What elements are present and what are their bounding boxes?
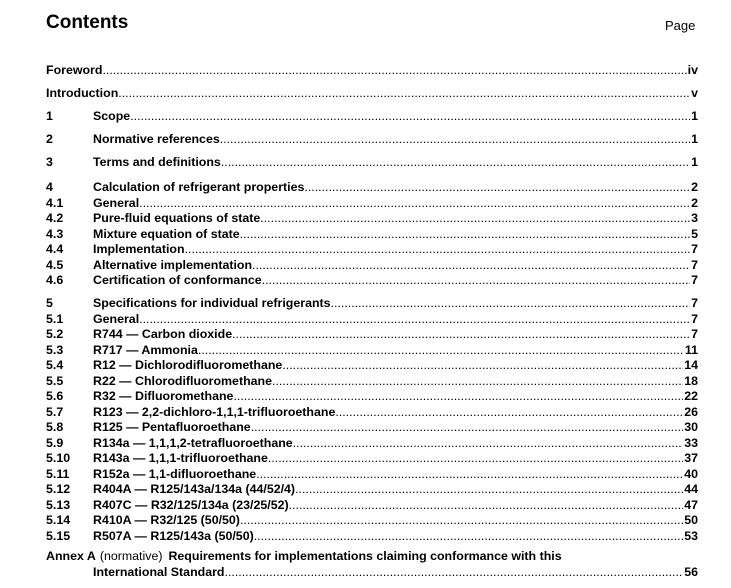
toc-entry-number: 5.10 (46, 451, 71, 465)
toc-entry-clause-5[interactable] (46, 295, 698, 311)
toc-entry-page: 1 (691, 132, 698, 146)
toc-entry-page: 5 (691, 226, 698, 241)
toc-entry-number: 5.4 (46, 358, 64, 372)
toc-entry-number: 1 (46, 109, 53, 123)
toc-entry-clause-5-6[interactable] (46, 388, 698, 404)
toc-entry-page: 3 (691, 211, 698, 225)
toc-entry-page: 26 (684, 404, 698, 419)
toc-entry-page: 7 (691, 273, 698, 287)
toc-entry-page: 11 (684, 342, 698, 357)
toc-entry-clause-4-4[interactable] (46, 241, 698, 257)
toc-entry-clause-5-3[interactable] (46, 342, 698, 358)
toc-entry-page: 37 (684, 451, 698, 465)
toc-entry-number: 5.13 (46, 497, 71, 512)
dot-leader (185, 241, 691, 257)
toc-entry-title: R134a — 1,1,1,2-tetrafluoroethane (93, 435, 293, 450)
dot-leader (293, 435, 684, 451)
toc-entry-title: Alternative implementation (93, 257, 253, 272)
toc-entry-title: Certification of conformance (93, 273, 262, 287)
toc-entry-title: Pure-fluid equations of state (93, 211, 261, 225)
toc-entry-number: 5.2 (46, 327, 64, 341)
dot-leader (254, 528, 683, 544)
dot-leader (331, 295, 691, 311)
toc-entry-page: v (691, 86, 698, 100)
toc-entry-page: 44 (684, 482, 698, 496)
dot-leader (139, 195, 690, 211)
toc-entry-number: 5.1 (46, 311, 64, 326)
toc-entry-title: R507A — R125/143a (50/50) (93, 528, 254, 543)
toc-entry-number: 5.11 (46, 466, 70, 481)
toc-entry-title: General (93, 311, 140, 326)
dot-leader (304, 179, 690, 195)
toc-entry-number: 5.3 (46, 342, 64, 357)
toc-entry-clause-1[interactable] (46, 108, 698, 124)
toc-entry-number: 5.9 (46, 435, 64, 450)
toc-entry-title: R744 — Carbon dioxide (93, 327, 233, 341)
toc-entry-title: Terms and definitions (93, 155, 221, 169)
dot-leader (240, 512, 683, 528)
dot-leader (262, 272, 690, 288)
toc-entry-number: 4.4 (46, 242, 64, 256)
toc-entry-page: 50 (684, 513, 698, 527)
dot-leader (282, 357, 683, 373)
toc-entry-number: 5.15 (46, 528, 71, 543)
dot-leader (251, 419, 684, 435)
toc-entry-title: R123 — 2,2-dichloro-1,1,1-trifluoroethane (93, 404, 336, 419)
dot-leader (232, 326, 690, 342)
dot-leader (256, 466, 683, 482)
toc-entry-clause-5-15[interactable] (46, 528, 698, 544)
toc-entry-clause-4-3[interactable] (46, 226, 698, 242)
dot-leader (240, 226, 690, 242)
toc-entry-title: Scope (93, 109, 131, 123)
dot-leader (268, 450, 683, 466)
dot-leader (198, 342, 684, 358)
dot-leader (233, 388, 683, 404)
toc-entry-page: 1 (691, 155, 698, 169)
toc-entry-title: R717 — Ammonia (93, 342, 198, 357)
toc-entry-clause-5-4[interactable] (46, 357, 698, 373)
toc-entry-title: R152a — 1,1-difluoroethane (93, 466, 257, 481)
toc-entry-title: Foreword (46, 63, 103, 77)
toc-entry-clause-5-5[interactable] (46, 373, 698, 389)
toc-entry-title: Calculation of refrigerant properties (93, 180, 305, 194)
toc-entry-title: R12 — Dichlorodifluoromethane (93, 358, 283, 372)
toc-entry-page: 7 (691, 327, 698, 341)
toc-entry-number: 5.5 (46, 373, 64, 388)
dot-leader (289, 497, 684, 513)
page-title: Contents (46, 12, 129, 33)
dot-leader (118, 85, 690, 101)
toc-entry-page: 14 (684, 358, 698, 372)
toc-entry-page: 22 (684, 389, 698, 403)
toc-entry-number: 5.14 (46, 513, 71, 527)
toc-entry-page: 33 (684, 435, 698, 450)
toc-entry-title: R404A — R125/143a/134a (44/52/4) (93, 482, 296, 496)
toc-entry-page: 30 (684, 420, 698, 434)
toc-entry-number: 5.6 (46, 389, 64, 403)
toc-entry-number: 5 (46, 296, 53, 310)
toc-entry-title: Mixture equation of state (93, 226, 240, 241)
toc-entry-title: Normative references (93, 132, 220, 146)
toc-entry-title: R22 — Chlorodifluoromethane (93, 373, 272, 388)
toc-entry-clause-3[interactable] (46, 154, 698, 170)
toc-entry-title: R125 — Pentafluoroethane (93, 420, 251, 434)
dot-leader (335, 404, 683, 420)
dot-leader (130, 108, 690, 124)
toc-entry-clause-5-9[interactable] (46, 435, 698, 451)
toc-entry-page: 18 (684, 373, 698, 388)
toc-entry-clause-5-10[interactable] (46, 450, 698, 466)
toc-entry-number: 2 (46, 132, 53, 146)
toc-entry-page: 7 (691, 311, 698, 326)
toc-entry-annex-a-line2[interactable] (46, 564, 698, 580)
toc-entry-page: 2 (691, 195, 698, 210)
toc-entry-clause-5-14[interactable] (46, 512, 698, 528)
toc-entry-page: 40 (684, 466, 698, 481)
toc-entry-page: 7 (691, 242, 698, 256)
toc-entry-number: 5.7 (46, 404, 64, 419)
toc-entry-title: R407C — R32/125/134a (23/25/52) (93, 497, 289, 512)
toc-entry-page: 7 (691, 257, 698, 272)
toc-entry-clause-5-7[interactable] (46, 404, 698, 420)
toc-entry-page: 56 (684, 565, 698, 579)
annex-type: (normative) (99, 549, 163, 563)
toc-entry-clause-4-6[interactable] (46, 272, 698, 288)
toc-entry-page: 53 (684, 528, 698, 543)
toc-entry-number: 4 (46, 180, 53, 194)
annex-title-line1: Requirements for implementations claiming conformance with this (168, 549, 562, 563)
toc-entry-title: Implementation (93, 242, 185, 256)
toc-entry-introduction[interactable] (46, 85, 698, 101)
toc-entry-clause-4-2[interactable] (46, 210, 698, 226)
toc-entry-annex-a-line1[interactable] (46, 548, 698, 564)
toc-entry-number: 4.5 (46, 257, 64, 272)
toc-entry-title: General (93, 195, 140, 210)
dot-leader (252, 257, 690, 273)
toc-entry-number: 4.1 (46, 195, 64, 210)
toc-entry-clause-2[interactable] (46, 131, 698, 147)
annex-label: Annex A (46, 549, 96, 563)
annex-title-line2: International Standard (93, 565, 225, 579)
toc-entry-number: 5.8 (46, 420, 64, 434)
toc-entry-number: 3 (46, 155, 53, 169)
toc-entry-clause-4-1[interactable] (46, 195, 698, 211)
toc-entry-title: Specifications for individual refrigerants (93, 296, 331, 310)
dot-leader (272, 373, 683, 389)
dot-leader (221, 154, 690, 170)
page-column-label: Page (665, 18, 696, 33)
toc-entry-page: iv (687, 63, 698, 77)
dot-leader (102, 62, 686, 78)
toc-entry-clause-5-8[interactable] (46, 419, 698, 435)
toc-entry-clause-4[interactable] (46, 179, 698, 195)
dot-leader (220, 131, 690, 147)
toc-entry-number: 4.6 (46, 273, 64, 287)
toc-entry-clause-5-11[interactable] (46, 466, 698, 482)
toc-entry-clause-5-2[interactable] (46, 326, 698, 342)
toc-entry-title: R32 — Difluoromethane (93, 389, 234, 403)
toc-entry-page: 2 (691, 180, 698, 194)
toc-entry-clause-4-5[interactable] (46, 257, 698, 273)
toc-entry-page: 7 (691, 296, 698, 310)
toc-entry-number: 4.3 (46, 226, 64, 241)
dot-leader (139, 311, 690, 327)
dot-leader (260, 210, 690, 226)
toc-entry-foreword[interactable] (46, 62, 698, 78)
toc-entry-clause-5-1[interactable] (46, 311, 698, 327)
toc-entry-page: 1 (691, 109, 698, 123)
toc-entry-number: 4.2 (46, 211, 64, 225)
toc-entry-title: Introduction (46, 86, 119, 100)
dot-leader (225, 564, 684, 580)
toc-entry-page: 47 (684, 497, 698, 512)
dot-leader (295, 481, 683, 497)
toc-entry-clause-5-13[interactable] (46, 497, 698, 513)
toc-entry-title: R143a — 1,1,1-trifluoroethane (93, 451, 268, 465)
toc-entry-number: 5.12 (46, 482, 71, 496)
toc-entry-clause-5-12[interactable] (46, 481, 698, 497)
toc-entry-title: R410A — R32/125 (50/50) (93, 513, 240, 527)
